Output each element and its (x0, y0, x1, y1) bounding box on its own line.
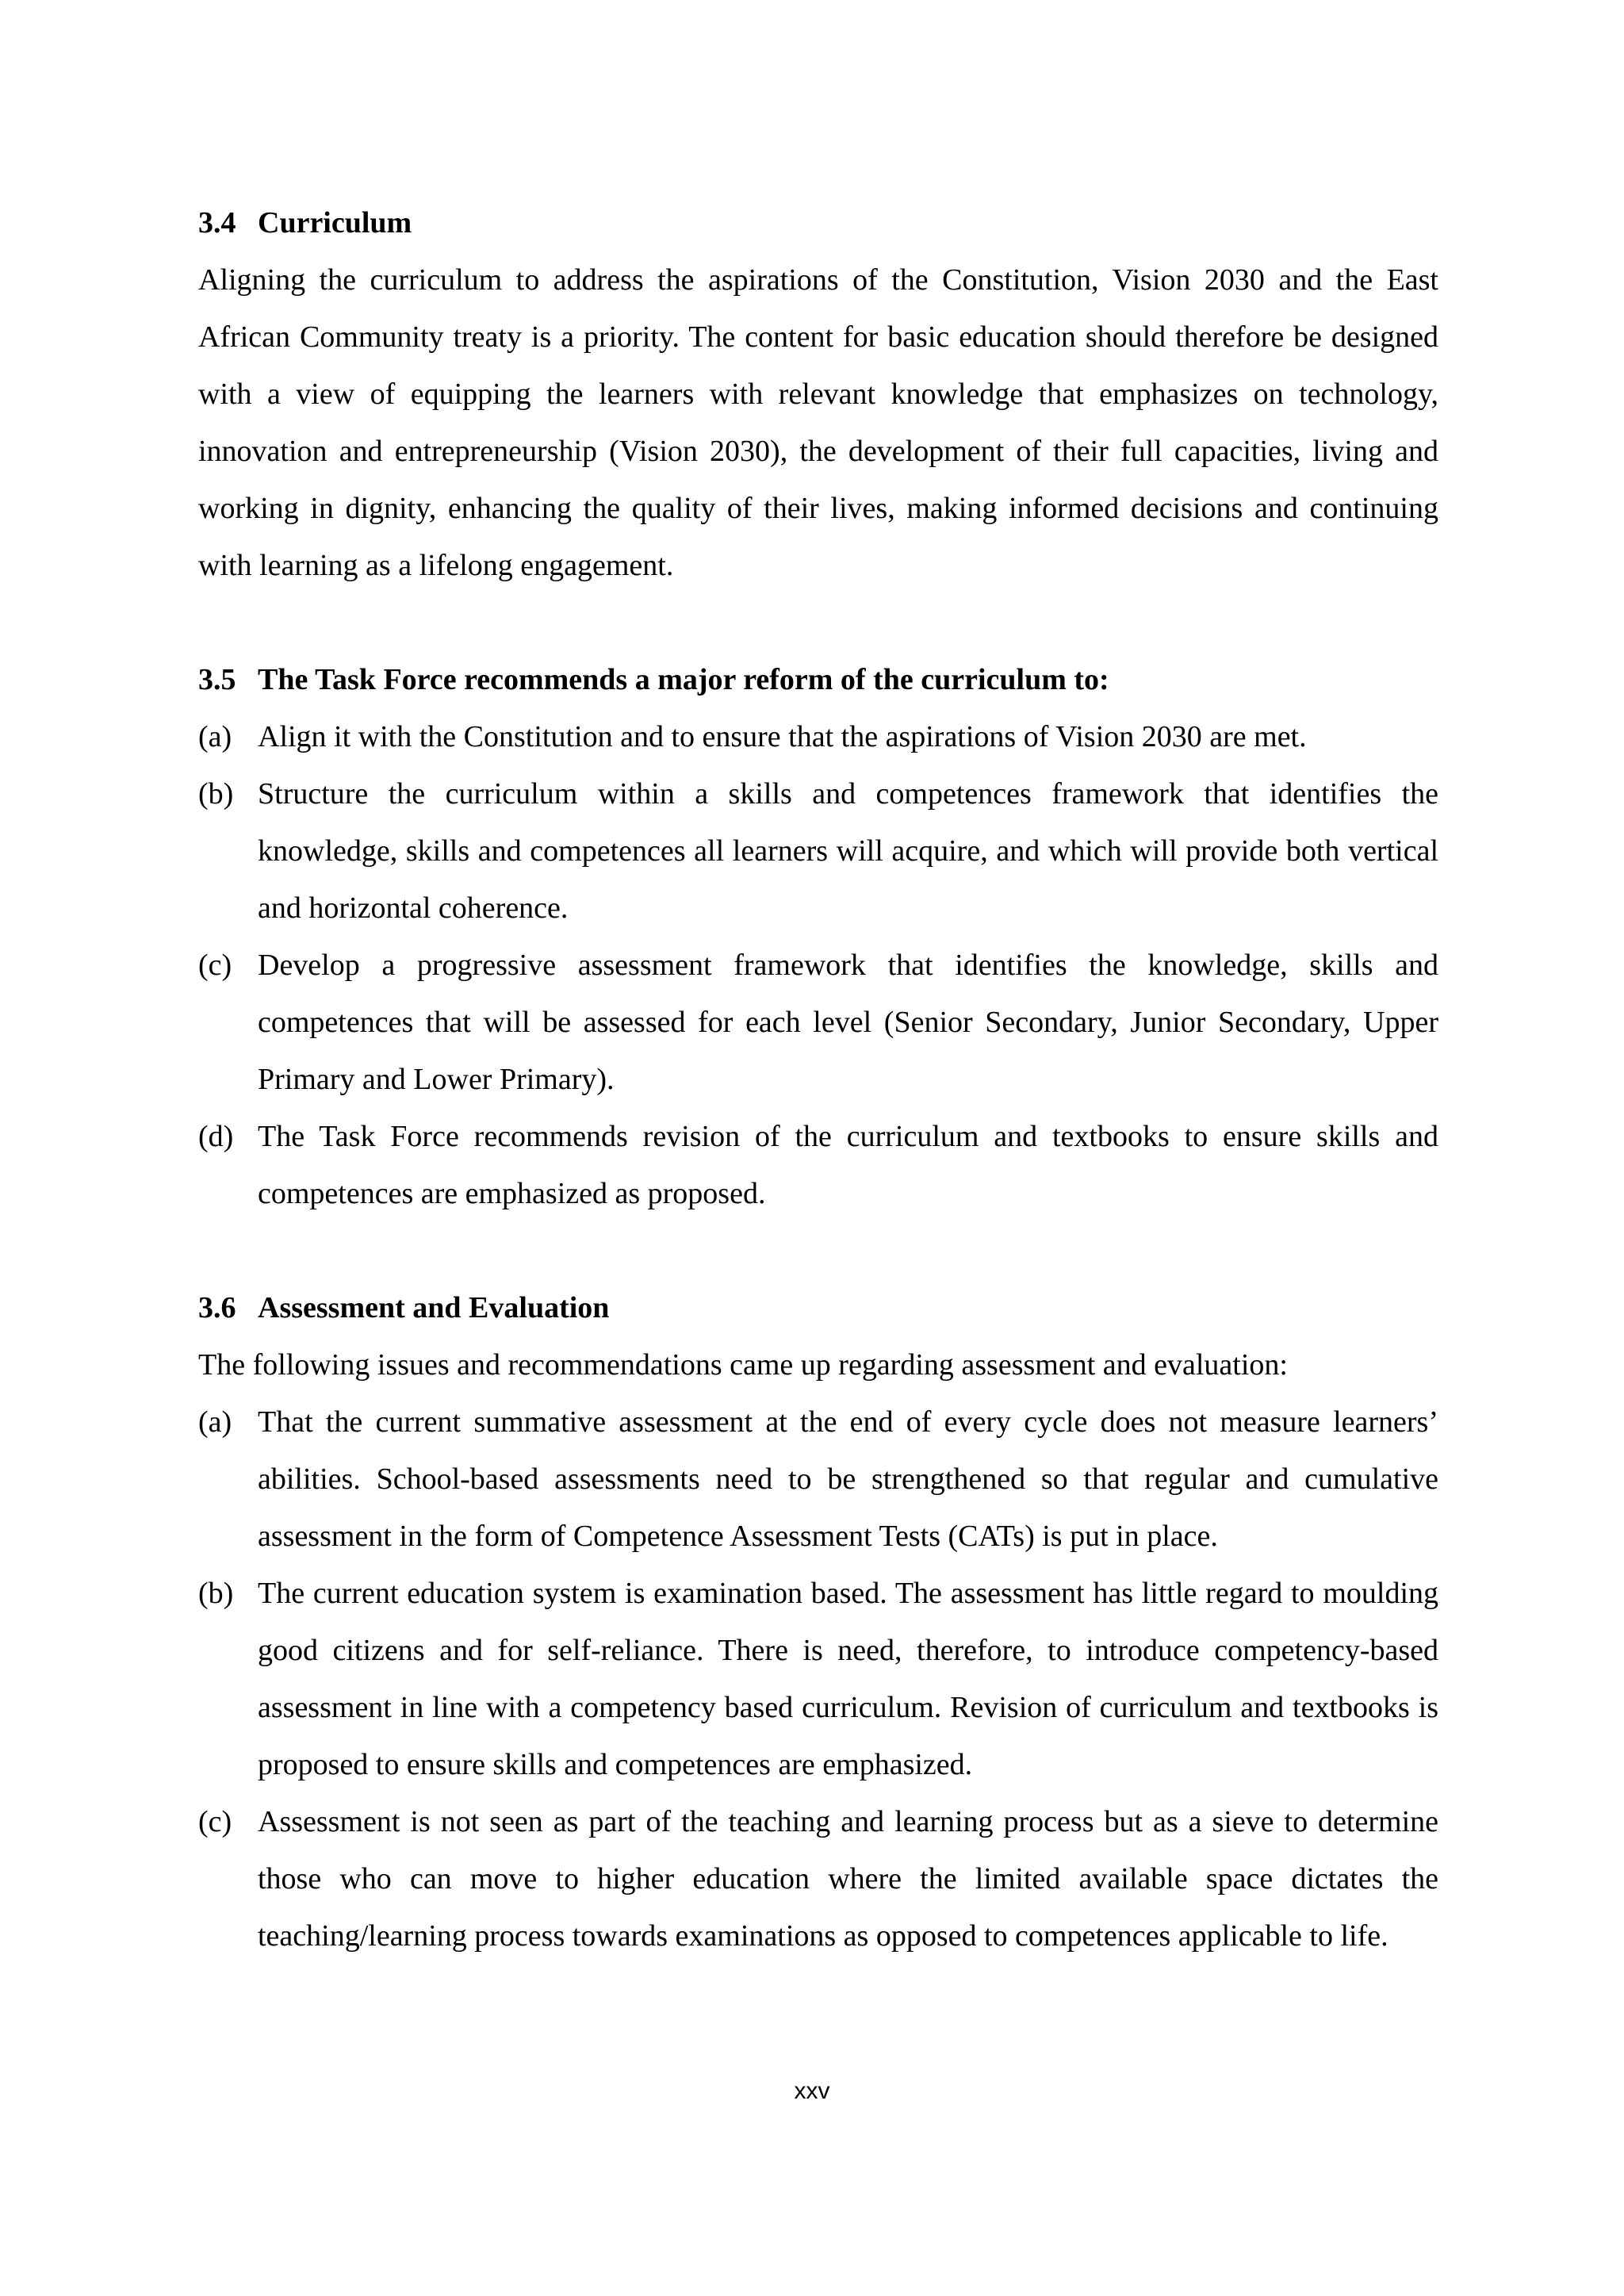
section-heading-task-force (198, 651, 1438, 708)
list-item-label: (b) (198, 777, 234, 811)
section-heading-curriculum (198, 194, 1438, 251)
section-title: The Task Force recommends a major reform of the curriculum to: (258, 663, 1109, 696)
list-item (198, 1565, 1438, 1793)
spacer (198, 1222, 1438, 1279)
list-item (198, 1108, 1438, 1222)
list-item (198, 708, 1438, 765)
list-item-text: That the current summative assessment at the end of every cycle does not measure learners’ abilities. School-based assessments need to be strengthened so that regular and cumulative assessment in the form of Competence Assessment Tests (CATs) is put in place. (258, 1405, 1438, 1553)
list-item-label: (c) (198, 949, 232, 982)
section-number: 3.5 (198, 663, 236, 696)
list-item-label: (b) (198, 1577, 234, 1610)
curriculum-paragraph: Aligning the curriculum to address the aspirations of the Constitution, Vision 2030 and the East African Community treaty is a priority. The content for basic education should therefore be designed with a view of equipping the learners with relevant knowledge that emphasizes on technology, innovation and entrepreneurship (Vision 2030), the development of their full capacities, living and working in dignity, enhancing the quality of their lives, making informed decisions and continuing with learning as a lifelong engagement. (198, 263, 1438, 582)
section-number: 3.6 (198, 1291, 236, 1324)
section-title: Curriculum (258, 206, 412, 240)
list-item-label: (a) (198, 720, 232, 753)
assessment-issues-list (198, 1393, 1438, 1964)
list-item (198, 1393, 1438, 1565)
spacer (198, 594, 1438, 651)
document-page (198, 194, 1438, 1964)
list-item-label: (a) (198, 1405, 232, 1439)
list-item-text: Structure the curriculum within a skills and competences framework that identifies the knowledge, skills and competences all learners will acquire, and which will provide both vertical and horizontal coherence. (258, 777, 1438, 925)
list-item (198, 937, 1438, 1108)
list-item-text: The Task Force recommends revision of the curriculum and textbooks to ensure skills and competences are emphasized as proposed. (258, 1120, 1438, 1210)
list-item-text: Align it with the Constitution and to ensure that the aspirations of Vision 2030 are met. (258, 720, 1307, 753)
section-heading-assessment (198, 1279, 1438, 1336)
list-item (198, 1793, 1438, 1964)
section-title: Assessment and Evaluation (258, 1291, 610, 1324)
list-item-text: Assessment is not seen as part of the teaching and learning process but as a sieve to determine those who can move to higher education where the limited available space dictates the teaching/learning process towards examinations as opposed to competences applicable to life. (258, 1805, 1438, 1953)
assessment-intro-paragraph: The following issues and recommendations came up regarding assessment and evaluation: (198, 1348, 1288, 1382)
list-item-label: (c) (198, 1805, 232, 1838)
list-item-text: The current education system is examination based. The assessment has little regard to moulding good citizens and for self-reliance. There is need, therefore, to introduce competency-based assessment in line with a competency based curriculum. Revision of curriculum and textbooks is proposed to ensure skills and competences are emphasized. (258, 1577, 1438, 1781)
list-item-text: Develop a progressive assessment framework that identifies the knowledge, skills and competences that will be assessed for each level (Senior Secondary, Junior Secondary, Upper Primary and Lower Primary). (258, 949, 1438, 1096)
list-item-label: (d) (198, 1120, 234, 1153)
list-item (198, 765, 1438, 937)
section-number: 3.4 (198, 206, 236, 240)
task-force-recommendations-list (198, 708, 1438, 1222)
page-number: xxv (794, 2078, 830, 2104)
